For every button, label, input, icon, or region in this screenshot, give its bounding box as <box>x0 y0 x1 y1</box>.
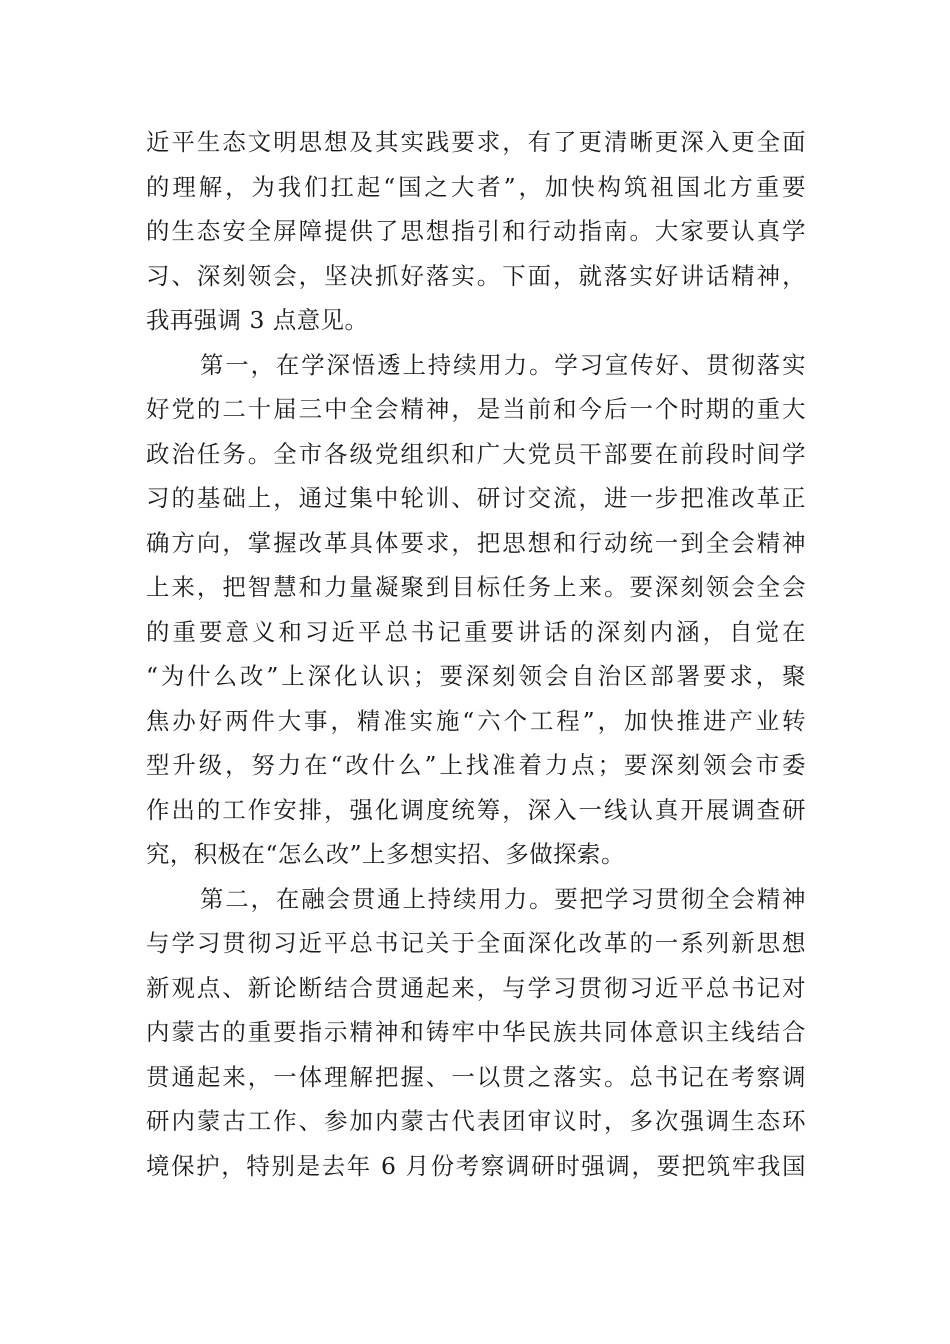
text-line: 焦办好两件大事，精准实施“六个工程”，加快推进产业转 <box>146 706 806 735</box>
text-line: 好党的二十届三中全会精神，是当前和今后一个时期的重大 <box>146 395 806 423</box>
paragraph-first-line: 第一，在学深悟透上持续用力。学习宣传好、贯彻落实 <box>200 350 806 379</box>
text-line: 的理解，为我们扛起“国之大者”，加快构筑祖国北方重要 <box>146 172 806 201</box>
text-line: 与学习贯彻习近平总书记关于全面深化改革的一系列新思想 <box>146 929 806 957</box>
text-line: 的重要意义和习近平总书记重要讲话的深刻内涵，自觉在 <box>146 617 806 646</box>
text-line: 研内蒙古工作、参加内蒙古代表团审议时，多次强调生态环 <box>146 1107 806 1135</box>
paragraph-first-line: 第二，在融会贯通上持续用力。要把学习贯彻全会精神 <box>200 884 806 913</box>
text-line: 型升级，努力在“改什么”上找准着力点；要深刻领会市委 <box>146 751 806 779</box>
text-line: 作出的工作安排，强化调度统筹，深入一线认真开展调查研 <box>146 795 806 824</box>
text-line: 上来，把智慧和力量凝聚到目标任务上来。要深刻领会全会 <box>146 573 806 601</box>
document-body <box>146 120 806 1188</box>
text-line: 新观点、新论断结合贯通起来，与学习贯彻习近平总书记对 <box>146 973 806 1002</box>
text-line: 政治任务。全市各级党组织和广大党员干部要在前段时间学 <box>146 439 806 468</box>
text-line: 习的基础上，通过集中轮训、研讨交流，进一步把准改革正 <box>146 484 806 512</box>
text-line: 习、深刻领会，坚决抓好落实。下面，就落实好讲话精神， <box>146 261 806 290</box>
text-line: 内蒙古的重要指示精神和铸牢中华民族共同体意识主线结合 <box>146 1018 806 1046</box>
text-line: 近平生态文明思想及其实践要求，有了更清晰更深入更全面 <box>146 128 806 156</box>
text-line: 确方向，掌握改革具体要求，把思想和行动统一到全会精神 <box>146 528 806 557</box>
text-line: 贯通起来，一体理解把握、一以贯之落实。总书记在考察调 <box>146 1062 806 1091</box>
text-line: 我再强调 3 点意见。 <box>146 306 369 334</box>
text-line: “为什么改”上深化认识；要深刻领会自治区部署要求，聚 <box>146 662 806 690</box>
text-line: 境保护，特别是去年 6 月份考察调研时强调，要把筑牢我国 <box>146 1151 806 1180</box>
text-line: 的生态安全屏障提供了思想指引和行动指南。大家要认真学 <box>146 217 806 245</box>
text-line: 究，积极在“怎么改”上多想实招、多做探索。 <box>146 840 625 868</box>
